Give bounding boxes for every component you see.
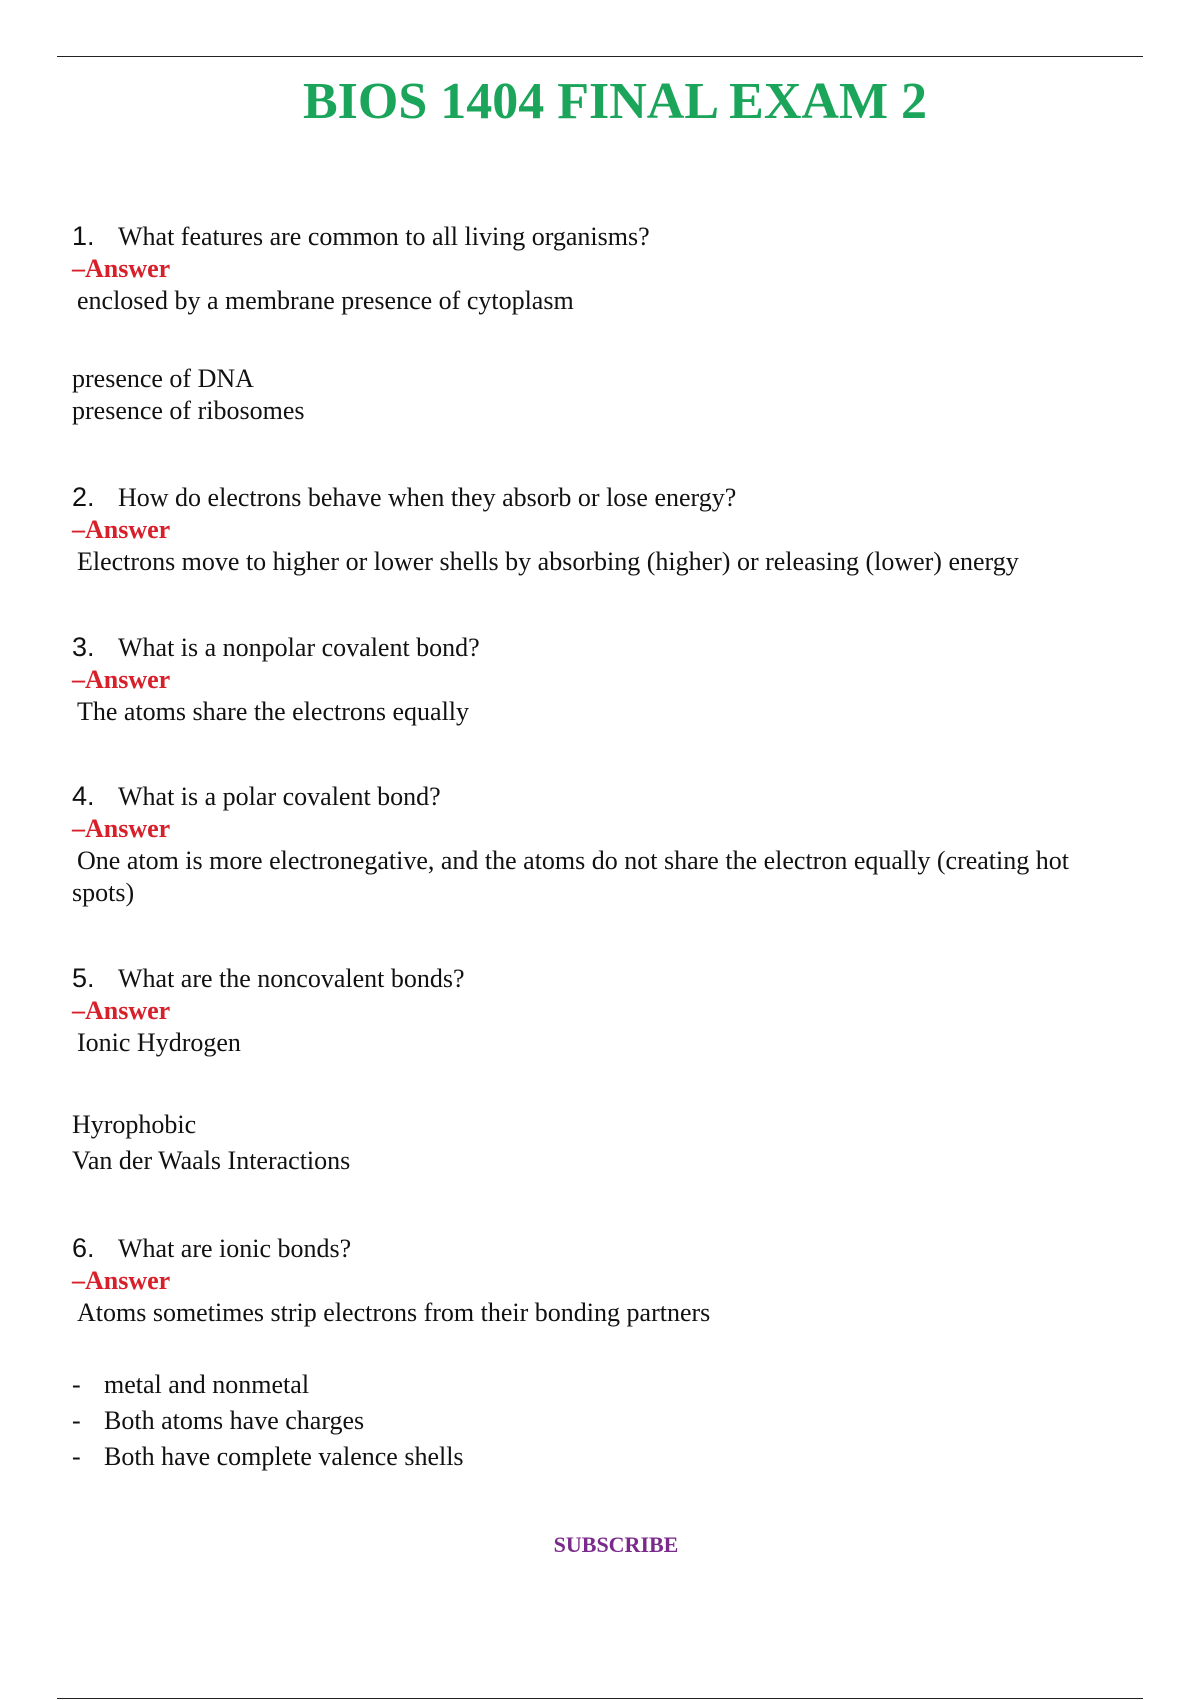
bullet-text: metal and nonmetal [104,1370,310,1399]
bottom-rule [57,1698,1143,1699]
subscribe-link[interactable]: SUBSCRIBE [553,1532,679,1557]
answer-label: –Answer [72,814,171,843]
answer-text: Ionic Hydrogen [77,1028,241,1057]
answer-label: –Answer [72,254,171,283]
question-number: 2. [72,482,95,512]
bullet-marker: - [72,1442,81,1471]
question-text: How do electrons behave when they absorb or lose energy? [118,483,737,512]
question-number: 4. [72,781,95,811]
question-number: 3. [72,632,95,662]
answer-extra [72,1107,1162,1179]
answer-text: Atoms sometimes strip electrons from their bonding partners [77,1298,711,1327]
bullet-list [72,1369,1162,1477]
bullet-item [72,1441,1162,1477]
question-text: What is a nonpolar covalent bond? [118,633,480,662]
answer-text: One atom is more electronegative, and the atoms do not share the electron equally (creating hot [77,846,1069,875]
question-block-5 [72,962,1162,1179]
bullet-item [72,1369,1162,1405]
question-block-3 [72,631,1162,728]
question-block-6 [72,1232,1162,1477]
answer-text: spots) [72,878,135,907]
question-text: What is a polar covalent bond? [118,782,441,811]
top-rule [57,56,1143,57]
question-block-1 [72,220,1162,427]
answer-extra-line: Van der Waals Interactions [72,1146,351,1175]
answer-text: The atoms share the electrons equally [77,697,470,726]
bullet-marker: - [72,1370,81,1399]
question-number: 5. [72,963,95,993]
question-number: 1. [72,221,95,251]
bullet-text: Both atoms have charges [104,1406,365,1435]
question-text: What features are common to all living organisms? [118,222,650,251]
answer-extra-line: presence of DNA [72,364,254,393]
question-text: What are the noncovalent bonds? [118,964,465,993]
bullet-text: Both have complete valence shells [104,1442,464,1471]
question-block-2 [72,481,1162,578]
page-title: BIOS 1404 FINAL EXAM 2 [302,73,928,130]
answer-text: enclosed by a membrane presence of cytoplasm [77,286,574,315]
bullet-item [72,1405,1162,1441]
answer-text: Electrons move to higher or lower shells by absorbing (higher) or releasing (lower) energy [77,547,1019,576]
answer-label: –Answer [72,515,171,544]
answer-label: –Answer [72,665,171,694]
answer-extra-line: presence of ribosomes [72,396,305,425]
answer-label: –Answer [72,1266,171,1295]
question-number: 6. [72,1233,95,1263]
question-text: What are ionic bonds? [118,1234,352,1263]
bullet-marker: - [72,1406,81,1435]
answer-extra [72,363,1162,427]
answer-label: –Answer [72,996,171,1025]
answer-extra-line: Hyrophobic [72,1110,197,1139]
question-block-4 [72,780,1162,909]
